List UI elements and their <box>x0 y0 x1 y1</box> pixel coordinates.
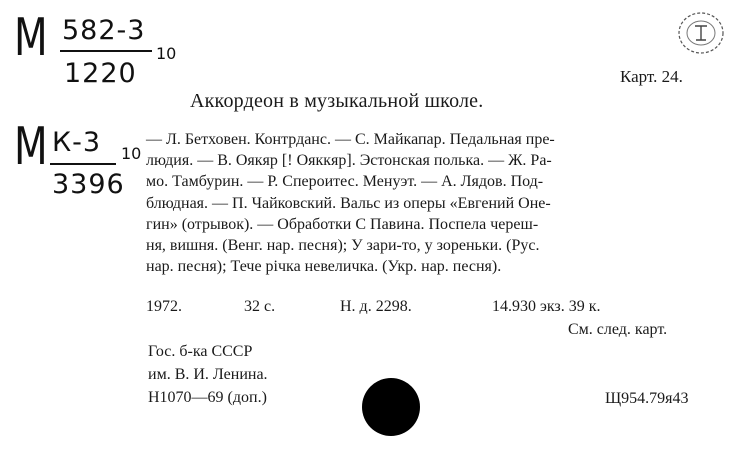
contents-line: блюдная. — П. Чайковский. Вальс из оперы «Евгений Оне- <box>146 194 551 212</box>
library-stamp-icon <box>676 10 726 56</box>
contents-line: людия. — В. Оякяр [! Ояккяр]. Эстонская полька. — Ж. Ра- <box>146 152 552 170</box>
handwritten-code-top-numerator: 582-3 <box>62 15 146 46</box>
contents-line: мо. Тамбурин. — Р. Спероитес. Менуэт. — А. Лядов. Под- <box>146 173 544 191</box>
see-next-card: См. след. карт. <box>568 321 668 338</box>
handwritten-letter-mid: М <box>14 117 47 177</box>
library-name-cont: им. В. И. Ленина. <box>148 366 268 383</box>
imprint-order-number: Н. д. 2298. <box>340 298 412 315</box>
contents-line: нар. песня); Тече річка невеличка. (Укр. нар. песня). <box>146 258 502 276</box>
imprint-copies-price: 14.930 экз. 39 к. <box>492 298 601 315</box>
classification-index: Щ954.79я43 <box>605 390 689 407</box>
contents-line: — Л. Бетховен. Контрданс. — С. Майкапар. Педальная пре- <box>146 131 555 148</box>
handwritten-code-top-superscript: 10 <box>156 44 177 63</box>
handwritten-fraction-line-mid <box>50 163 116 165</box>
card-punch-hole <box>362 378 420 436</box>
contents-line: ня, вишня. (Венг. нар. песня); У зари-то, у зореньки. (Рус. <box>146 237 540 255</box>
handwritten-fraction-line-top <box>60 50 152 52</box>
book-title: Аккордеон в музыкальной школе. <box>190 90 484 112</box>
contents-line: гин» (отрывок). — Обработки С Павина. Поспела череш- <box>146 215 539 233</box>
card-number: Карт. 24. <box>620 67 683 86</box>
library-name: Гос. б-ка СССР <box>148 343 253 360</box>
card-print-code: Н1070—69 (доп.) <box>148 389 267 406</box>
handwritten-letter-top: М <box>14 8 47 68</box>
imprint-year: 1972. <box>146 298 182 315</box>
handwritten-code-top-denominator: 1220 <box>64 58 137 89</box>
handwritten-code-mid-numerator: К-3 <box>52 127 102 158</box>
handwritten-code-mid-superscript: 10 <box>121 144 142 163</box>
imprint-pages: 32 с. <box>244 298 276 315</box>
contents-note <box>146 129 706 277</box>
handwritten-code-mid-denominator: 3396 <box>52 169 125 200</box>
